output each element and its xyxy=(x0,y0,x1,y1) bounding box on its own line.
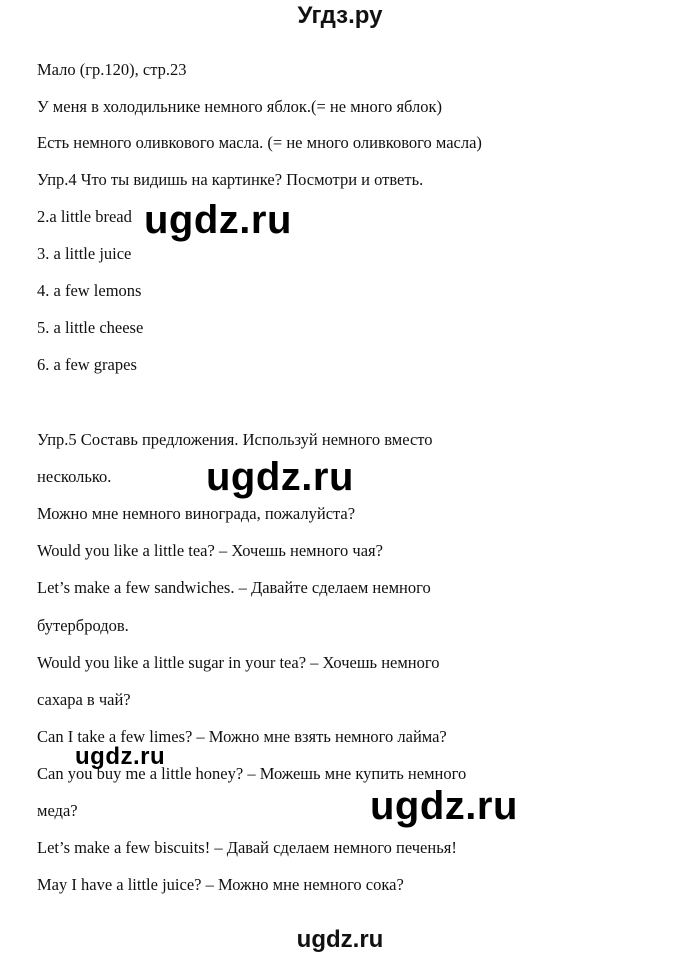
text-line: Упр.5 Составь предложения. Используй немного вместо xyxy=(37,430,433,449)
text-line: Let’s make a few biscuits! – Давай сделаем немного печенья! xyxy=(37,838,457,857)
text-line: Есть немного оливкового масла. (= не много оливкового масла) xyxy=(37,133,482,152)
text-line: Мало (гр.120), стр.23 xyxy=(37,60,187,79)
text-line: меда? xyxy=(37,801,78,820)
text-line: 4. a few lemons xyxy=(37,281,142,300)
watermark: ugdz.ru xyxy=(370,784,518,828)
page-header-title: Угдз.ру xyxy=(297,2,383,29)
text-line: Can you buy me a little honey? – Можешь мне купить немного xyxy=(37,764,467,783)
text-line: Упр.4 Что ты видишь на картинке? Посмотри и ответь. xyxy=(37,170,424,189)
text-line: 2.a little bread xyxy=(37,207,132,226)
text-line: сахара в чай? xyxy=(37,690,131,709)
text-line: Would you like a little sugar in your tea? – Хочешь немного xyxy=(37,653,440,672)
watermark: ugdz.ru xyxy=(144,198,292,242)
watermark: ugdz.ru xyxy=(75,743,166,770)
text-line: Можно мне немного винограда, пожалуйста? xyxy=(37,504,356,523)
text-line: 3. a little juice xyxy=(37,244,132,263)
text-line: бутербродов. xyxy=(37,616,129,635)
text-line: Would you like a little tea? – Хочешь немного чая? xyxy=(37,541,383,560)
page-footer-watermark: ugdz.ru xyxy=(296,926,384,953)
text-line: May I have a little juice? – Можно мне немного сока? xyxy=(37,875,404,894)
text-line: 6. a few grapes xyxy=(37,355,137,374)
text-line: несколько. xyxy=(37,467,112,486)
text-line: Can I take a few limes? – Можно мне взять немного лайма? xyxy=(37,727,447,746)
watermark: ugdz.ru xyxy=(206,455,354,499)
text-line: 5. a little cheese xyxy=(37,318,144,337)
text-line: Let’s make a few sandwiches. – Давайте сделаем немного xyxy=(37,578,431,597)
text-line: У меня в холодильнике немного яблок.(= не много яблок) xyxy=(37,97,443,116)
